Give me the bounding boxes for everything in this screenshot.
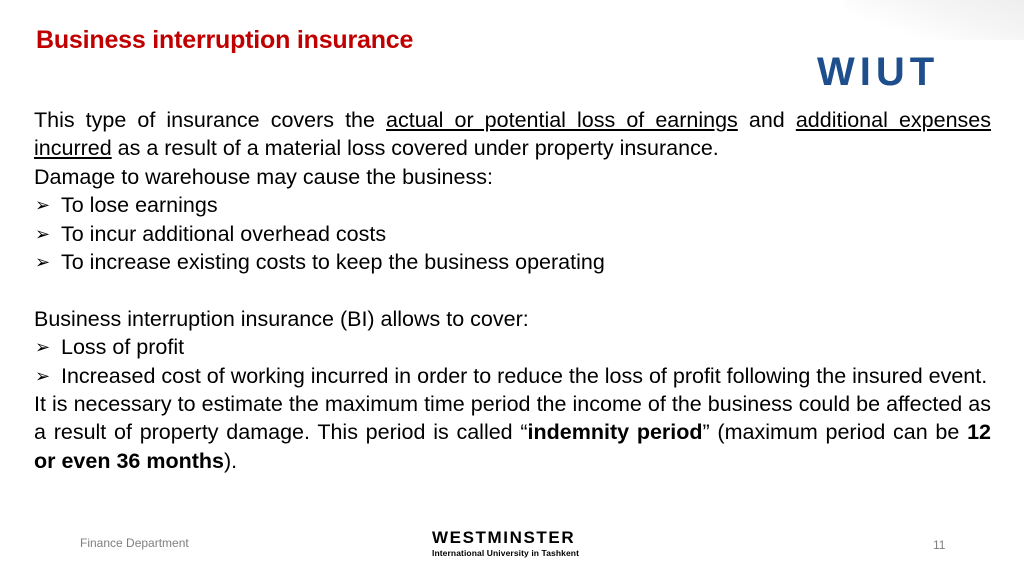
arrow-bullet-icon: ➢ — [35, 195, 51, 216]
damage-bullet — [34, 248, 991, 276]
footer-department: Finance Department — [80, 536, 189, 550]
closing-paragraph — [34, 390, 991, 475]
page-number: 11 — [933, 538, 946, 552]
westminster-logo — [432, 528, 579, 559]
university-subtitle: International University in Tashkent — [432, 548, 580, 558]
intro-text-1: This type of insurance covers the — [34, 108, 387, 132]
indemnity-period-term: indemnity period — [527, 420, 703, 445]
damage-bullet — [34, 191, 991, 219]
intro-underlined-2: additional expenses incurred — [34, 108, 991, 161]
bullet-text: To lose earnings — [61, 193, 218, 218]
arrow-bullet-icon: ➢ — [35, 365, 51, 386]
bi-intro: Business interruption insurance (BI) allows to cover: — [34, 306, 529, 331]
slide-body — [34, 106, 991, 475]
damage-intro: Damage to warehouse may cause the business: — [34, 164, 493, 189]
corner-decoration — [844, 0, 1024, 40]
bullet-text: To increase existing costs to keep the business operating — [61, 250, 605, 275]
arrow-bullet-icon: ➢ — [35, 223, 51, 244]
intro-text-3: as a result of a material loss covered under property insurance. — [111, 136, 719, 161]
bullet-text: Loss of profit — [61, 335, 185, 360]
arrow-bullet-icon: ➢ — [35, 337, 51, 358]
bullet-text: To incur additional overhead costs — [61, 221, 387, 246]
damage-bullet — [34, 220, 991, 248]
bullet-text: Increased cost of working incurred in order to reduce the loss of profit following the insured event. — [61, 363, 988, 388]
closing-text-2: ” (maximum period can be — [702, 420, 968, 445]
bi-bullet — [34, 362, 991, 390]
intro-paragraph — [34, 106, 991, 163]
arrow-bullet-icon: ➢ — [35, 252, 51, 273]
intro-text-2: and — [737, 108, 796, 132]
university-name: WESTMINSTER — [432, 528, 576, 547]
bi-bullet — [34, 333, 991, 361]
intro-underlined-1: actual or potential loss of earnings — [386, 108, 738, 132]
period-length: 12 or even 36 months — [34, 420, 991, 473]
slide-title: Business interruption insurance — [36, 26, 414, 54]
closing-text-3: ). — [223, 448, 238, 473]
closing-text-1: It is necessary to estimate the maximum time period the income of the business could be affected as a result of property damage. This period is called “ — [34, 392, 991, 445]
wiut-logo: WIUT — [817, 50, 940, 94]
spacer — [34, 276, 991, 304]
